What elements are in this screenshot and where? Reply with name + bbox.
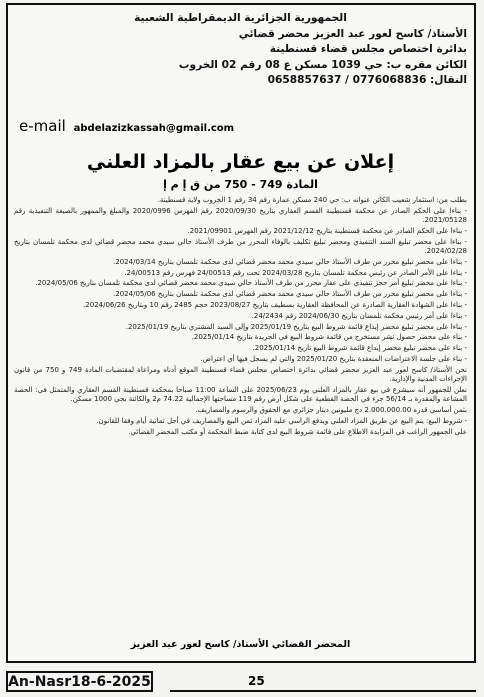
issue-reference: An-Nasr18-6-2025 (6, 671, 153, 692)
bailiff-name: الأستاذ/ كاسح لعور عبد العزيز محضر قضائي (238, 27, 467, 40)
phone-1: 0776068836 (352, 74, 427, 86)
notice-body (14, 196, 467, 438)
paragraph: - بناءا على الحكم الصادر عن محكمة قسنطينة بتاريخ 2021/12/12 رقم الفهرس 2021/09901. (187, 226, 467, 235)
phone-label: النقال: (430, 74, 467, 86)
paragraph: - بناء على محضر تبليغ محضر إيداع قائمة شروط البيع تاريخ 2025/01/14. (252, 344, 467, 353)
republic-header: الجمهورية الجزائرية الديمقراطية الشعبية (134, 12, 347, 24)
paragraph: - بناءا على محضر تبليغ السند التنفيذي ومحضر تبليغ تكليف بالوفاء المحرر من طرف الأستاذ حالي سيدي محمد محضر قضائي لدى محكمة تلمسان بتاريخ 2024/02/28. (14, 237, 467, 255)
auction-notice (6, 3, 476, 663)
paragraph: - بناء على جلسة الاعتراضات المنعقدة بتاريخ 2025/01/20 والتي لم يسجل فيها أي اعتراض. (200, 354, 467, 363)
notice-title: إعلان عن بيع عقار بالمزاد العلني (86, 151, 395, 173)
paragraph: - بناء على محضر حصول نشر مستخرج من قائمة شروط البيع في الجريدة بتاريخ 2025/01/14. (191, 333, 467, 342)
paragraph: - بناءا على محضر تبليغ محرر من طرف الأستاذ حالي سيدي محمد محضر قضائي لدى محكمة تلمسان بتاريخ 2024/03/14. (113, 257, 467, 266)
phone-2: 0658857637 (267, 74, 342, 86)
email-row (19, 117, 234, 135)
notice-subtitle: المادة 749 - 750 من ق إ م إ (163, 178, 318, 191)
page-number: 25 (248, 674, 265, 688)
paragraph: نحن الأستاذ/ كاسح لعور عبد العزيز محضر قضائي بدائرة اختصاص مجلس قضاء قسنطينة الموقع أدناه ومراعاة لمقتضيات المادة 749 و 750 من قانون الإجراءات المدنية والإدارية. (14, 365, 467, 384)
paragraph: على الجمهور الراغب في المزايدة الاطلاع على قائمة شروط البيع لدى كتابة ضبط المحكمة أو مكتب المحضر القضائي. (128, 427, 467, 436)
page-footer (0, 671, 484, 693)
paragraph: بطلب من: استثمار شعيب الكائن عنوانه ب: حي 240 مسكن عمارة رقم 34 رقم 1 الخروب ولاية قسنطينة. (157, 196, 467, 204)
paragraph: - بناءا على الأمر الصادر عن رئيس محكمة تلمسان بتاريخ 2024/03/28 تحت رقم 24/00513 فهرس رقم 24/00513. (124, 268, 467, 277)
paragraph: - بناءا على الحكم الصادر عن محكمة قسنطينة القسم العقاري بتاريخ 2020/09/30 رقم الفهرس 2020/0996 والمبلغ والممهور بالصيغة التنفيذية رقم 2021/05128. (14, 206, 467, 225)
office-address: الكائن مقره ب: حي 1039 مسكن ع 08 رقم 02 الخروب (178, 58, 467, 71)
paragraph: - بناءا على أمر رئيس محكمة تلمسان بتاريخ 2024/06/30 رقم 24/2434. (251, 311, 467, 320)
jurisdiction: بدائرة اختصاص مجلس قضاء قسنطينة (269, 43, 467, 55)
signature: المحضر القضائي الأستاذ/ كاسح لعور عبد العزيز (130, 639, 351, 650)
footer-rule (170, 690, 476, 692)
paragraph: - بناءا على الشهادة العقارية الصادرة عن المحافظة العقارية بسطيف بتاريخ 2023/08/27 حجم 2485 رقم 10 وبتاريخ 2024/06/26. (83, 300, 467, 309)
paragraph: نعلن للجمهور أنه سيشرع في بيع عقار بالمزاد العلني يوم 2025/06/23 على الساعة 11:00 صباحا بمحكمة قسنطينة القسم العقاري والمتمثل في: الحصة المشاعة والمقدرة بـ 56/14 جزء في الحصة القطعية على شكل أرض رقم 119 مساحتها الإجمالية 74.22 م2 والكائنة بحي 1000 مسكن. (14, 385, 467, 404)
email-label: e-mail (19, 117, 66, 135)
email-address: abdelazizkassah@gmail.com (73, 123, 235, 134)
paragraph: - بناءا على محضر تبليغ محرر من طرف الأستاذ حالي سيدي محمد محضر قضائي لدى محكمة تلمسان بتاريخ 2024/05/06. (113, 290, 467, 299)
paragraph: - بناءا على محضر تبليغ أمر حجز تنفيذي على عقار محرر من طرف الأستاذ حالي سيدي محمد محضر قضائي لدى محكمة تلمسان بتاريخ 2024/05/06. (35, 279, 467, 288)
paragraph: - بناءا على محضر تبليغ محضر إيداع قائمة شروط البيع بتاريخ 2025/01/19 وإلى السيد المشتري بتاريخ 2025/01/19. (125, 322, 467, 331)
paragraph: بثمن أساسي قدره 2.000.000.00 دج مليونين دينار جزائري مع الحقوق والرسوم والمصاريف. (195, 405, 467, 414)
paragraph: - شروط البيع: يتم البيع عن طريق المزاد العلني ويدفع الراسي عليه المزاد ثمن البيع والمصاريف في أجل ثمانية أيام وفقا للقانون. (96, 416, 467, 425)
phone-line: النقال: 0776068836 / 0658857637 (267, 74, 467, 86)
